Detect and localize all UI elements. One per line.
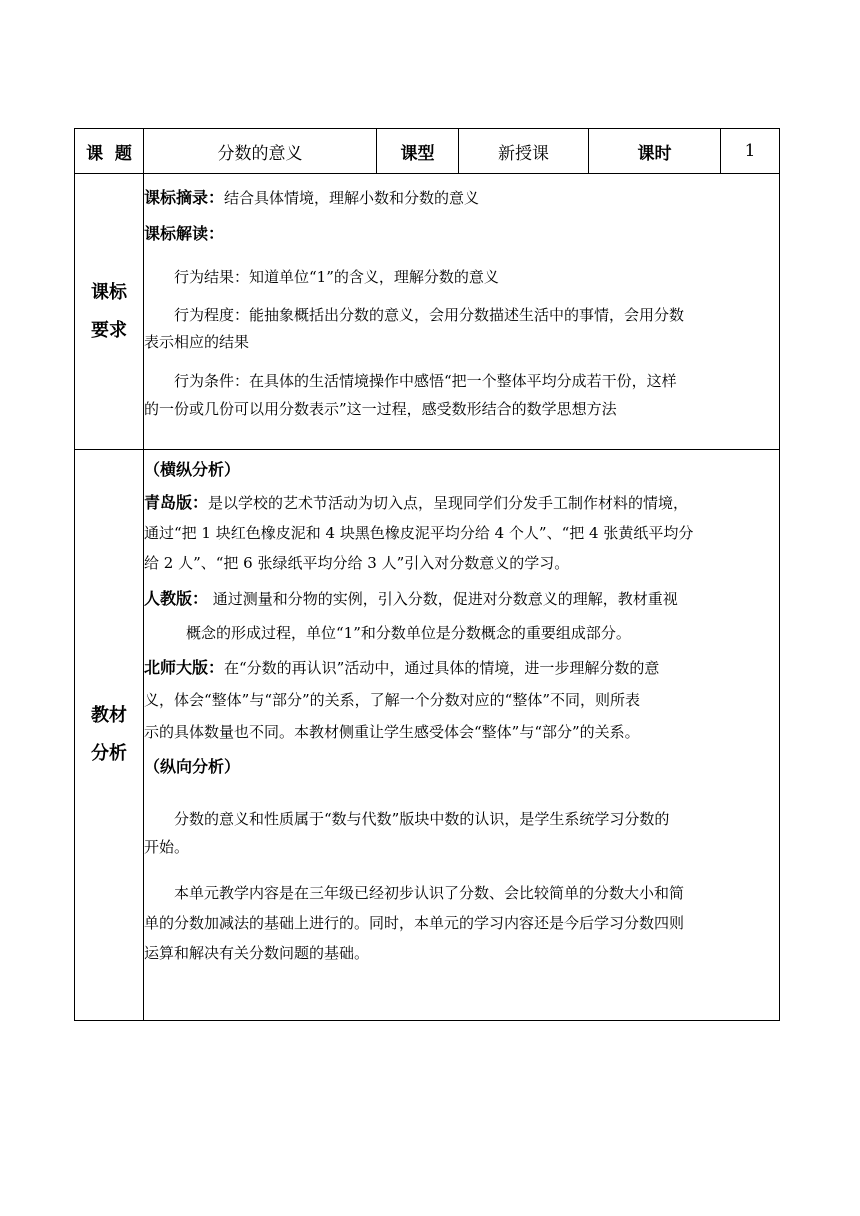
renjiao-line-1: [144, 584, 779, 614]
standards-row: [75, 174, 780, 450]
behavior-condition-1: 行为条件：在具体的生活情境操作中感悟“把一个整体平均分成若干份，这样: [174, 372, 677, 390]
renjiao-line-2: 概念的形成过程，单位“1”和分数单位是分数概念的重要组成部分。: [186, 624, 631, 642]
type-value: 新授课: [459, 129, 589, 174]
type-label: 课型: [377, 129, 459, 174]
hours-label: 课时: [589, 129, 721, 174]
behavior-result: 行为结果：知道单位“1”的含义，理解分数的意义: [174, 268, 499, 286]
behavior-condition-2: 的一份或几份可以用分数表示”这一过程，感受数形结合的数学思想方法: [144, 400, 617, 418]
vertical-title: （纵向分析）: [144, 757, 241, 776]
topic-label: 课 题: [75, 129, 144, 174]
standards-label-line2: 要求: [91, 319, 127, 341]
vertical-para2-line2: 单的分数加减法的基础上进行的。同时，本单元的学习内容还是今后学习分数四则: [144, 914, 685, 932]
topic-value: 分数的意义: [144, 129, 377, 174]
excerpt-text: 结合具体情境，理解小数和分数的意义: [224, 189, 480, 207]
qingdao-line-2: 通过“把 1 块红色橡皮泥和 4 块黑色橡皮泥平均分给 4 个人”、“把 4 张黄纸平均分: [144, 524, 694, 542]
standards-label-line1: 课标: [91, 281, 127, 303]
lesson-plan-table: [74, 128, 780, 1021]
qingdao-label: 青岛版：: [144, 493, 209, 512]
standards-excerpt: [144, 184, 779, 212]
hours-value: 1: [721, 129, 780, 174]
textbook-content: [144, 450, 780, 1021]
bsd-label: 北师大版：: [144, 658, 225, 677]
qingdao-line-3: 给 2 人”、“把 6 张绿纸平均分给 3 人”引入对分数意义的学习。: [144, 554, 570, 572]
renjiao-label: 人教版：: [144, 589, 209, 608]
bsd-line-2: 义，体会“整体”与“部分”的关系，了解一个分数对应的“整体”不同，则所表: [144, 691, 641, 709]
horizontal-title: （横纵分析）: [144, 460, 241, 479]
vertical-para2-line1: 本单元教学内容是在三年级已经初步认识了分数、会比较简单的分数大小和简: [174, 884, 685, 902]
renjiao-text-1: 通过测量和分物的实例，引入分数，促进对分数意义的理解，教材重视: [208, 590, 678, 608]
bsd-line-3: 示的具体数量也不同。本教材侧重让学生感受体会“整体”与“部分”的关系。: [144, 723, 640, 741]
textbook-label-line1: 教材: [91, 705, 127, 726]
vertical-para1-line1: 分数的意义和性质属于“数与代数”版块中数的认识，是学生系统学习分数的: [174, 810, 670, 828]
interp-label: 课标解读：: [144, 224, 225, 243]
behavior-degree-1: 行为程度：能抽象概括出分数的意义，会用分数描述生活中的事情，会用分数: [174, 306, 685, 324]
textbook-row: [75, 450, 780, 1021]
standards-label: [75, 174, 144, 450]
qingdao-text-1: 是以学校的艺术节活动为切入点，呈现同学们分发手工制作材料的情境，: [208, 494, 689, 512]
textbook-label-line2: 分析: [91, 743, 127, 764]
behavior-degree-2: 表示相应的结果: [144, 333, 250, 351]
standards-content: [144, 174, 780, 450]
textbook-label: [75, 450, 144, 1021]
qingdao-line-1: [144, 488, 779, 518]
bsd-line-1: [144, 652, 779, 684]
vertical-para2-line3: 运算和解决有关分数问题的基础。: [144, 944, 370, 962]
bsd-text-1: 在“分数的再认识”活动中，通过具体的情境，进一步理解分数的意: [224, 659, 660, 677]
excerpt-label: 课标摘录：: [144, 188, 225, 207]
header-row: [75, 129, 780, 174]
vertical-para1-line2: 开始。: [144, 838, 190, 856]
